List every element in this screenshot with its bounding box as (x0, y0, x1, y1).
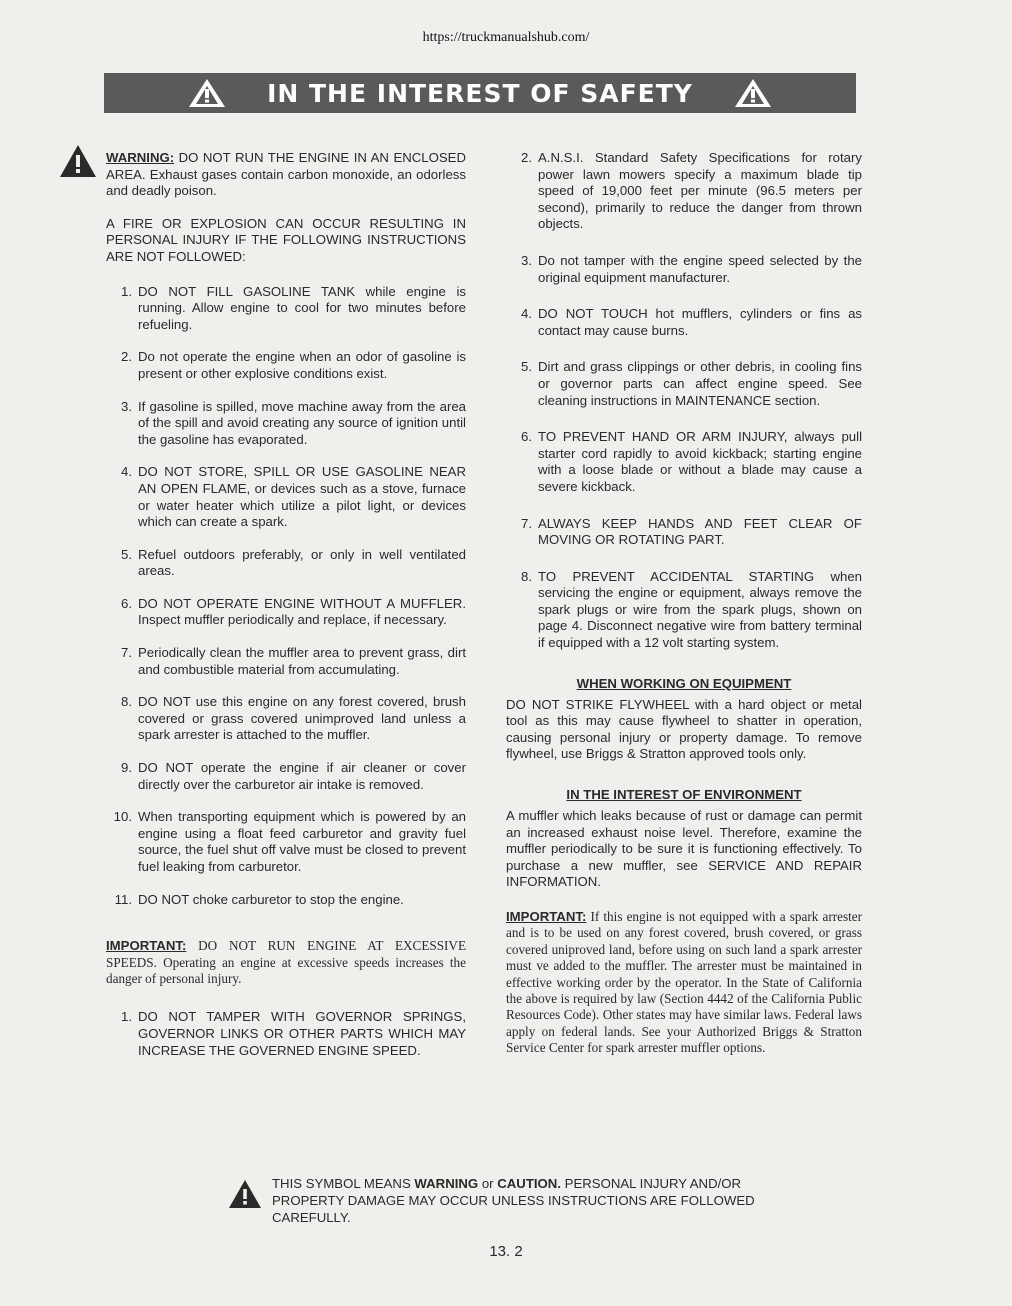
equipment-heading: WHEN WORKING ON EQUIPMENT (576, 675, 792, 691)
list-item: 3. Do not tamper with the engine speed selected by the original equipment manufacturer. (521, 252, 862, 285)
list-item: 8. DO NOT use this engine on any forest covered, brush covered or grass covered unimproved land unless a spark arrester is attached to the muffler. (121, 694, 466, 743)
warning-triangle-icon (59, 144, 97, 178)
list-item: 6. TO PREVENT HAND OR ARM INJURY, always pull starter cord rapidly to avoid kickback; starting engine with a loose blade or without a blade may cause a severe kickback. (521, 429, 862, 494)
warning-word: WARNING (414, 1176, 479, 1191)
symbol-legend-text: THIS SYMBOL MEANS WARNING or CAUTION. PERSONAL INJURY AND/OR PROPERTY DAMAGE MAY OCCUR UNLESS INSTRUCTIONS ARE FOLLOWED CAREFULLY. (272, 1176, 755, 1226)
important-text: If this engine is not equipped with a spark arrester and is to be used on any forest covered, brush covered, or grass covered uniproved land, before using on such land a spark arrester must ve added to the muffler. The arrester must be maintained in effective working order by the operator. In the State of California the above is required by law (Section 4442 of the California Public Resources Code). Other states may have similar laws. Federal laws apply on federal lands. See your Authorized Briggs & Stratton Service Center for spark arrester muffler options. (506, 909, 863, 1056)
important-text: DO NOT RUN ENGINE AT EXCESSIVE SPEEDS. Operating an engine at excessive speeds increases the danger of personal injury. (106, 938, 467, 986)
caution-word: CAUTION. (497, 1176, 561, 1191)
list-item: 4. DO NOT TOUCH hot mufflers, cylinders or fins as contact may cause burns. (521, 306, 862, 338)
environment-text: A muffler which leaks because of rust or damage can permit an increased exhaust noise level. Therefore, examine the muffler periodically to be sure it is functioning effectively. To purchase a new muffler, see SERVICE AND REPAIR INFORMATION. (506, 808, 862, 890)
warning-label: WARNING: (106, 150, 175, 165)
list-item: 6. DO NOT OPERATE ENGINE WITHOUT A MUFFLER. Inspect muffler periodically and replace, if necessary. (121, 595, 466, 628)
important-label: IMPORTANT: (506, 909, 587, 924)
warning-triangle-icon (228, 1179, 262, 1209)
left-instruction-list (106, 284, 466, 909)
page-number: 13. 2 (489, 1243, 523, 1260)
list-item: 7. Periodically clean the muffler area to prevent grass, dirt and combustible material from accumulating. (121, 645, 466, 677)
right-column (506, 150, 862, 1057)
warning-block (106, 150, 466, 200)
warning-text: DO NOT RUN THE ENGINE IN AN ENCLOSED AREA. Exhaust gases contain carbon monoxide, an odorless and deadly poison. (106, 150, 466, 199)
list-item: 5. Refuel outdoors preferably, or only in well ventilated areas. (121, 546, 466, 579)
list-item: 9. DO NOT operate the engine if air cleaner or cover directly over the carburetor air intake is removed. (121, 760, 466, 792)
environment-heading: IN THE INTEREST OF ENVIRONMENT (566, 787, 802, 803)
list-item: 10. When transporting equipment which is powered by an engine using a float feed carburetor and gravity fuel source, the fuel shut off valve must be closed to prevent fuel leaking from carburetor. (113, 809, 466, 874)
banner-title: IN THE INTEREST OF SAFETY (267, 78, 693, 108)
warning-triangle-icon (187, 77, 227, 109)
list-item: 5. Dirt and grass clippings or other debris, in cooling fins or governor parts can affect engine speed. See cleaning instructions in MAINTENANCE section. (521, 359, 862, 408)
list-item: 2. Do not operate the engine when an odor of gasoline is present or other explosive conditions exist. (121, 349, 466, 381)
list-item: 4. DO NOT STORE, SPILL OR USE GASOLINE NEAR AN OPEN FLAME, or devices such as a stove, furnace or water heater which utilize a pilot light, or devices which can create a spark. (121, 464, 466, 530)
safety-banner (104, 73, 856, 113)
fire-warning: A FIRE OR EXPLOSION CAN OCCUR RESULTING IN PERSONAL INJURY IF THE FOLLOWING INSTRUCTIONS ARE NOT FOLLOWED: (106, 215, 466, 264)
list-item: 3. If gasoline is spilled, move machine away from the area of the spill and avoid creating any source of ignition until the gasoline has evaporated. (121, 398, 466, 447)
important-arrester-note (506, 909, 862, 1057)
warning-paragraph (106, 150, 466, 200)
equipment-text: DO NOT STRIKE FLYWHEEL with a hard object or metal tool as this may cause flywheel to shatter in operation, causing personal injury or property damage. To remove flywheel, use Briggs & Stratton approved tools only. (506, 696, 862, 762)
right-instruction-list (506, 150, 862, 652)
list-item: 11. DO NOT choke carburetor to stop the engine. (114, 891, 404, 907)
list-item: 1. DO NOT FILL GASOLINE TANK while engine is running. Allow engine to cool for two minutes before refueling. (121, 283, 466, 332)
list-item: 1. DO NOT TAMPER WITH GOVERNOR SPRINGS, GOVERNOR LINKS OR OTHER PARTS WHICH MAY INCREASE THE GOVERNED ENGINE SPEED. (121, 1009, 466, 1058)
governor-list (106, 1009, 466, 1059)
important-speed-note (106, 938, 466, 987)
list-item: 8. TO PREVENT ACCIDENTAL STARTING when servicing the engine or equipment, always remove the spark plugs or wire from the spark plugs, shown on page 4. Disconnect negative wire from battery terminal if equipped with a 12 volt starting system. (521, 568, 862, 651)
source-url[interactable]: https://truckmanualshub.com/ (422, 30, 590, 45)
important-label: IMPORTANT: (106, 938, 187, 954)
left-column (106, 150, 466, 1059)
list-item: 2. A.N.S.I. Standard Safety Specifications for rotary power lawn mowers specify a maximum blade tip speed of 19,000 feet per minute (96.5 meters per second), primarily to reduce the danger from thrown objects. (521, 150, 862, 232)
list-item: 7. ALWAYS KEEP HANDS AND FEET CLEAR OF MOVING OR ROTATING PART. (521, 515, 862, 548)
warning-triangle-icon (733, 77, 773, 109)
